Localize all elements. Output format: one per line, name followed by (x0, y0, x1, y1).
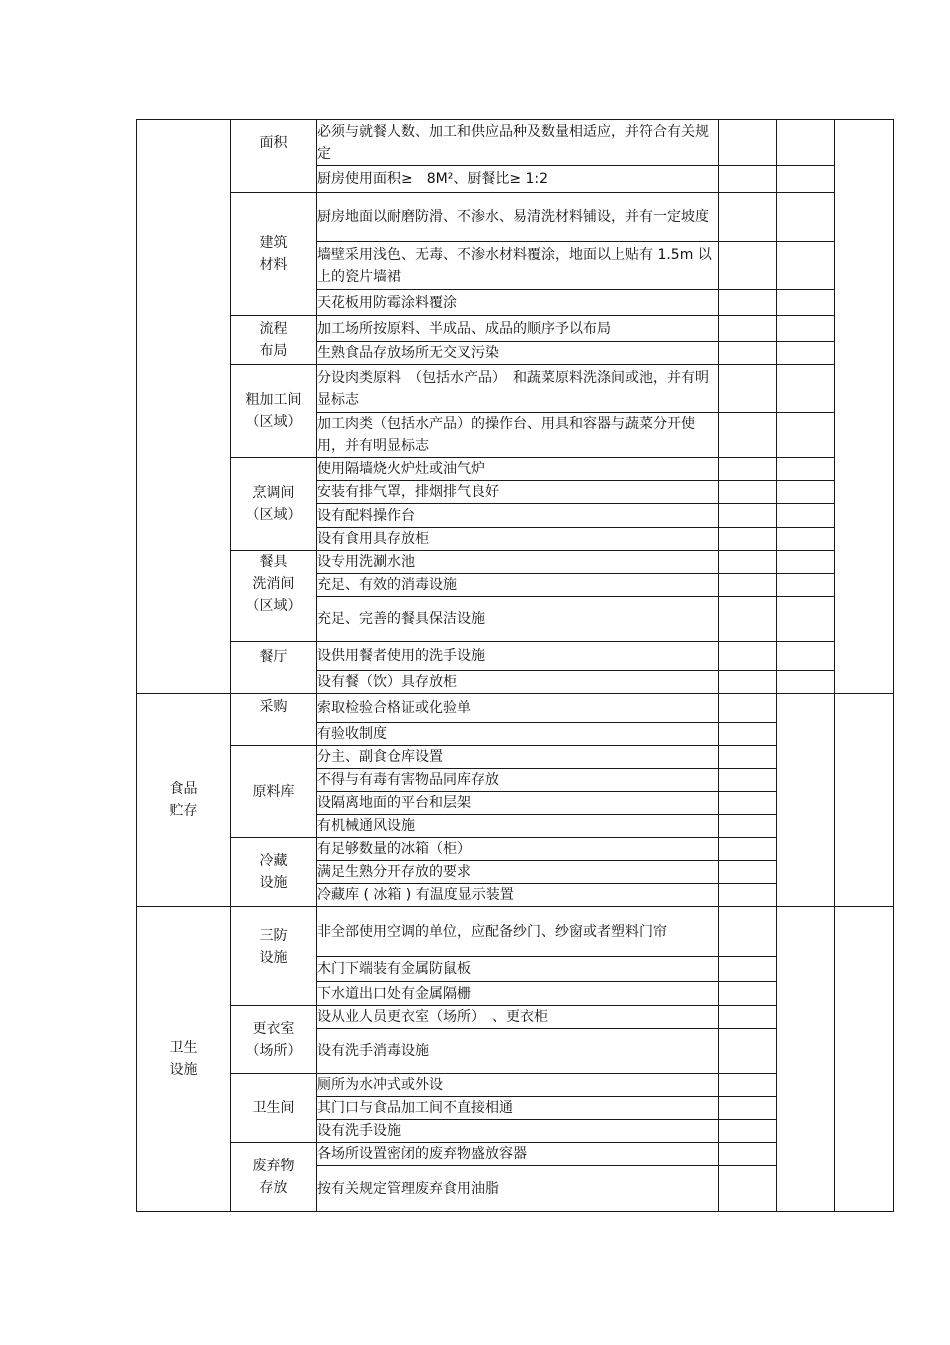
subcategory-label: 设施 (259, 950, 288, 966)
subcategory-label: 面积 (259, 135, 288, 151)
subcategory-label: 原料库 (252, 783, 295, 800)
subcategory-label: 烹调间 (252, 485, 295, 501)
checklist-body (137, 120, 894, 1212)
requirement-text: 木门下端装有金属防鼠板 (317, 957, 719, 982)
check-cell (719, 1120, 777, 1143)
requirement-text: 天花板用防霉涂料覆涂 (317, 290, 719, 316)
check-cell (719, 1029, 777, 1074)
requirement-text: 加工肉类（包括水产品）的操作台、用具和容器与蔬菜分开使用，并有明显标志 (317, 413, 719, 458)
requirement-text: 设有洗手消毒设施 (317, 1029, 719, 1074)
requirement-text: 必须与就餐人数、加工和供应品种及数量相适应，并符合有关规定 (317, 120, 719, 166)
subcategory-label: （区域） (245, 598, 302, 614)
check-cell (777, 481, 835, 504)
checklist-row (137, 642, 894, 671)
inspection-checklist-table (136, 119, 894, 1212)
subcategory-label: 更衣室 (252, 1020, 295, 1037)
requirement-text: 分主、副食仓库设置 (317, 746, 719, 769)
check-cell (719, 1006, 777, 1029)
requirement-text: 使用隔墙烧火炉灶或油气炉 (317, 458, 719, 481)
subcategory-cell (231, 551, 317, 642)
check-cell (777, 342, 835, 365)
check-cell (719, 597, 777, 642)
subcategory-label: 建筑 (259, 235, 288, 251)
check-cell (719, 528, 777, 551)
checklist-row (137, 120, 894, 166)
subcategory-label: 餐具 (259, 554, 288, 570)
subcategory-label: （场所） (245, 1042, 302, 1059)
check-cell (777, 597, 835, 642)
checklist-row (137, 458, 894, 481)
subcategory-label: （区域） (245, 414, 302, 430)
requirement-text: 安装有排气罩，排烟排气良好 (317, 481, 719, 504)
check-cell (719, 723, 777, 746)
subcategory-cell (231, 907, 317, 1006)
checklist-row (137, 694, 894, 723)
check-cell (777, 193, 835, 242)
subcategory-cell (231, 694, 317, 746)
requirement-text: 设从业人员更衣室（场所） 、更衣柜 (317, 1006, 719, 1029)
subcategory-label: 冷藏 (259, 853, 288, 869)
check-cell (719, 316, 777, 342)
requirement-text: 加工场所按原料、半成品、成品的顺序予以布局 (317, 316, 719, 342)
check-cell (719, 504, 777, 528)
subcategory-label: 餐厅 (259, 649, 288, 665)
check-cell (719, 746, 777, 769)
check-cell (719, 792, 777, 815)
check-cell (719, 413, 777, 458)
check-cell (719, 1143, 777, 1166)
check-cell (719, 769, 777, 792)
checklist-row (137, 365, 894, 413)
subcategory-label: 废弃物 (252, 1158, 295, 1174)
subcategory-label: 采购 (259, 699, 288, 715)
subcategory-label: 洗消间 (252, 576, 295, 592)
requirement-text: 厨房地面以耐磨防滑、不渗水、易清洗材料铺设，并有一定坡度 (317, 193, 719, 242)
checklist-row (137, 316, 894, 342)
score-cell (835, 907, 894, 1212)
check-cell (719, 1074, 777, 1097)
subcategory-cell (231, 746, 317, 838)
check-cell (777, 316, 835, 342)
category-cell (137, 694, 231, 907)
subcategory-cell (231, 316, 317, 365)
requirement-text: 不得与有毒有害物品同库存放 (317, 769, 719, 792)
subcategory-label: 粗加工间 (245, 392, 302, 408)
requirement-text: 设专用洗涮水池 (317, 551, 719, 574)
requirement-text: 设供用餐者使用的洗手设施 (317, 642, 719, 671)
checklist-row (137, 907, 894, 957)
subcategory-label: 材料 (259, 257, 288, 273)
requirement-text: 厕所为水冲式或外设 (317, 1074, 719, 1097)
check-cell (719, 907, 777, 957)
check-cell (719, 365, 777, 413)
requirement-text: 充足、完善的餐具保洁设施 (317, 597, 719, 642)
requirement-text: 满足生熟分开存放的要求 (317, 861, 719, 884)
check-cell (719, 861, 777, 884)
requirement-text: 有验收制度 (317, 723, 719, 746)
subcategory-label: 布局 (259, 343, 288, 359)
category-label: 卫生 (169, 1040, 198, 1056)
requirement-text: 其门口与食品加工间不直接相通 (317, 1097, 719, 1120)
category-label: 设施 (169, 1062, 198, 1078)
check-cell (719, 884, 777, 907)
check-cell (719, 671, 777, 694)
subcategory-label: 设施 (259, 875, 288, 891)
requirement-text: 下水道出口处有金属隔栅 (317, 982, 719, 1006)
category-label: 贮存 (169, 803, 198, 819)
check-cell (719, 642, 777, 671)
subcategory-cell (231, 1006, 317, 1074)
requirement-text: 生熟食品存放场所无交叉污染 (317, 342, 719, 365)
check-cell (719, 551, 777, 574)
checklist-row (137, 193, 894, 242)
category-label: 食品 (169, 781, 198, 797)
requirement-text: 索取检验合格证或化验单 (317, 694, 719, 723)
subcategory-cell (231, 193, 317, 316)
check-cell (719, 1097, 777, 1120)
check-cell (777, 166, 835, 193)
requirement-text: 充足、有效的消毒设施 (317, 574, 719, 597)
check-cell (777, 365, 835, 413)
requirement-text: 设有洗手设施 (317, 1120, 719, 1143)
check-cell (777, 290, 835, 316)
check-cell (719, 342, 777, 365)
category-cell (137, 120, 231, 694)
check-cell (777, 413, 835, 458)
checklist-row (137, 551, 894, 574)
subcategory-cell (231, 642, 317, 694)
subcategory-label: 三防 (259, 928, 288, 944)
subcategory-cell (231, 838, 317, 907)
subcategory-cell (231, 365, 317, 458)
requirement-text: 设有配料操作台 (317, 504, 719, 528)
check-cell (719, 694, 777, 723)
subcategory-cell (231, 458, 317, 551)
check-cell (719, 957, 777, 982)
category-cell (137, 907, 231, 1212)
subcategory-label: （区域） (245, 507, 302, 523)
subcategory-cell (231, 1143, 317, 1212)
check-cell (777, 528, 835, 551)
requirement-text: 按有关规定管理废弃食用油脂 (317, 1166, 719, 1212)
subcategory-label: 存放 (259, 1180, 288, 1196)
requirement-text: 设有餐（饮）具存放柜 (317, 671, 719, 694)
subcategory-cell (231, 1074, 317, 1143)
requirement-text: 设有食用具存放柜 (317, 528, 719, 551)
score-cell (835, 120, 894, 694)
check-cell (777, 551, 835, 574)
requirement-text: 设隔离地面的平台和层架 (317, 792, 719, 815)
check-cell (719, 982, 777, 1006)
check-cell (777, 642, 835, 671)
check-cell (719, 815, 777, 838)
requirement-text: 各场所设置密闭的废弃物盛放容器 (317, 1143, 719, 1166)
requirement-text: 有机械通风设施 (317, 815, 719, 838)
check-cell (719, 481, 777, 504)
score-cell (835, 694, 894, 907)
check-cell (777, 671, 835, 694)
check-cell (777, 574, 835, 597)
requirement-text: 墙壁采用浅色、无毒、不渗水材料覆涂，地面以上贴有 1.5m 以上的瓷片墙裙 (317, 242, 719, 290)
check-cell (777, 120, 835, 166)
check-cell (719, 1166, 777, 1212)
check-cell (719, 838, 777, 861)
check-cell (719, 242, 777, 290)
check-cell (719, 574, 777, 597)
requirement-text: 冷藏库 ( 冰箱 ) 有温度显示装置 (317, 884, 719, 907)
requirement-text: 分设肉类原料 （包括水产品） 和蔬菜原料洗涤间或池，并有明显标志 (317, 365, 719, 413)
requirement-text: 厨房使用面积≥ 8M²、厨餐比≥ 1:2 (317, 166, 719, 193)
check-cell (777, 907, 835, 1212)
check-cell (719, 166, 777, 193)
subcategory-label: 卫生间 (252, 1100, 295, 1116)
check-cell (777, 694, 835, 907)
check-cell (777, 504, 835, 528)
requirement-text: 非全部使用空调的单位，应配备纱门、纱窗或者塑料门帘 (317, 907, 719, 957)
check-cell (719, 120, 777, 166)
check-cell (719, 458, 777, 481)
check-cell (719, 290, 777, 316)
check-cell (777, 458, 835, 481)
requirement-text: 有足够数量的冰箱（柜） (317, 838, 719, 861)
check-cell (777, 242, 835, 290)
check-cell (719, 193, 777, 242)
subcategory-label: 流程 (259, 321, 288, 337)
subcategory-cell (231, 120, 317, 193)
